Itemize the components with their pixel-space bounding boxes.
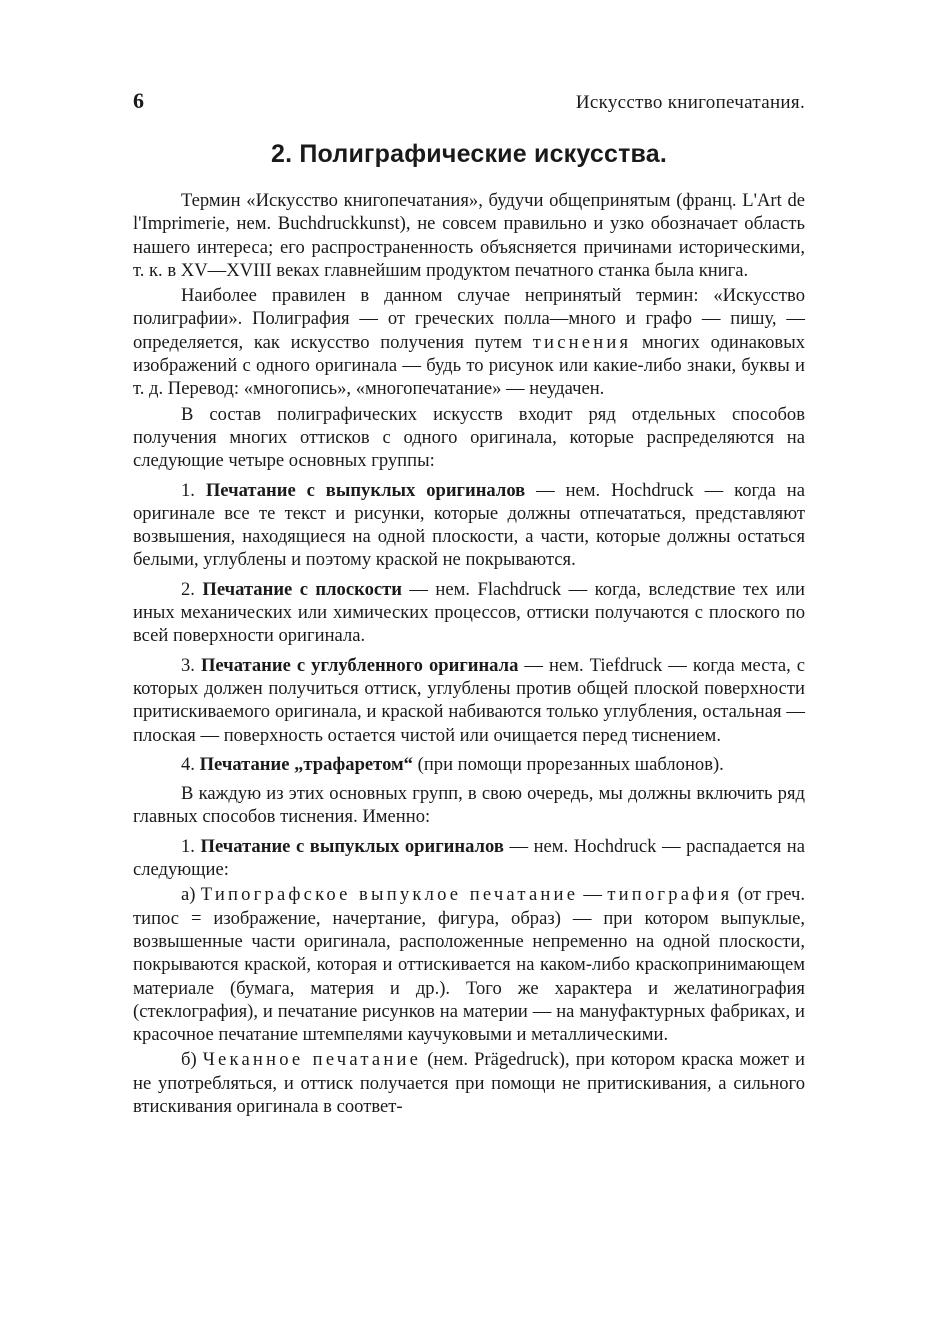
group-description: — нем. Hochdruck — когда на оригинале все те текст и рисунки, которые должны отпечататься, представляют возвышения, находящиеся на одной плоскости, а части, которые должны остаться белыми, углублены и поэтому краской не покрываются.: [133, 479, 806, 571]
subgroup-term: Печатание с выпуклых оригиналов: [200, 835, 504, 857]
page-number: 6: [133, 88, 144, 113]
list-item-text: (от греч. типос = изображение, начертание, фигура, образ) — при котором выпуклые, возвышенные части оригинала, расположенные непременно на одной плоскости, покрываются краской, которая и оттискивается на каком-либо краскопринимающем материале (бумага, материя и др.). Того же характера и желатинография (стеклография), и печатание рисунков на материи — на мануфактурных фабриках, и красочное печатание штемпелями каучуковыми и металлическими.: [133, 884, 806, 1046]
subgroup-item-1: [133, 835, 805, 882]
paragraph-polygraphy-term: [133, 284, 805, 400]
group-term: Печатание с углубленного оригинала: [200, 654, 519, 676]
section-title: 2. Полиграфические искусства.: [270, 140, 668, 168]
paragraph-groups-intro: В состав полиграфических искусств входит ряд отдельных способов получения многих оттисков с одного оригинала, которые распределяются на следующие четыре основных группы:: [133, 403, 805, 472]
spaced-term-typographic: Типографское выпуклое печатание: [200, 884, 579, 906]
group-item-2: [133, 578, 805, 648]
group-number: 2.: [181, 578, 203, 600]
list-item-text: (нем. Prägedruck), при котором краска может и не употребляться, и оттиск получается при помощи не притискивания, а сильного втискивания оригинала в соответ-: [133, 1049, 805, 1117]
group-term: Печатание „трафаретом“: [199, 753, 413, 775]
paragraph-term-definition: Термин «Искусство книгопечатания», будучи общепринятым (франц. L'Art de l'Imprimerie, нем. Buchdruckkunst), не совсем правильно и узко обозначает область нашего интереса; его распространенность объясняется причинами историческими, т. к. в XV—XVIII веках главнейшим продуктом печатного станка была книга.: [133, 190, 805, 281]
body-text: [133, 189, 805, 1118]
group-number: 1.: [181, 479, 206, 501]
group-item-3: [133, 654, 805, 747]
spaced-term-tisnenie: тиснения: [532, 331, 632, 353]
list-item-b: [133, 1048, 805, 1118]
group-description: — нем. Tiefdruck — когда места, с которых должен получиться оттиск, углублены против общей плоской поверхности притискиваемого оригинала, и краской набиваются только углубления, остальная — плоская — поверхность остается чистой или очищается перед тиснением.: [133, 654, 805, 746]
paragraph-polygraphy-part-a: Наиболее правилен в данном случае непринятый термин: «Искусство полиграфии». Полиграфия — от греческих полла—много и графо — пишу, — определяется, как искусство получения путем: [133, 285, 805, 353]
running-head: [133, 88, 805, 124]
list-item-a: [133, 883, 805, 1046]
group-item-1: [133, 479, 805, 572]
list-item-prefix: а): [181, 884, 201, 906]
group-term: Печатание с выпуклых оригиналов: [205, 479, 526, 501]
group-description: — нем. Flachdruck — когда, вследствие тех или иных механических или химических процессов, оттиски получаются с плоского по всей поверхности оригинала.: [133, 578, 806, 647]
paragraph-subgroups-intro: В каждую из этих основных групп, в свою очередь, мы должны включить ряд главных способов тиснения. Именно:: [133, 783, 805, 828]
running-title: Искусство книгопечатания.: [575, 92, 805, 113]
spaced-term-embossing: Чеканное печатание: [202, 1049, 422, 1071]
book-page: [133, 88, 805, 1120]
group-number: 4.: [181, 753, 200, 775]
subgroup-description: — нем. Hochdruck — распадается на следующие:: [133, 835, 806, 881]
list-item-prefix: б): [181, 1049, 203, 1071]
group-item-4: [133, 753, 805, 776]
group-term: Печатание с плоскости: [202, 578, 402, 600]
paragraph-polygraphy-part-b: многих одинаковых изображений с одного оригинала — будь то рисунок или какие-либо знаки, буквы и т. д. Перевод: «многопись», «многопечатание» — неудачен.: [133, 331, 805, 400]
subgroup-number: 1.: [181, 835, 201, 857]
group-number: 3.: [181, 654, 201, 676]
group-description: (при помощи прорезанных шаблонов).: [412, 753, 724, 775]
spaced-term-typography: типография: [607, 884, 733, 906]
dash-separator: —: [578, 884, 608, 906]
